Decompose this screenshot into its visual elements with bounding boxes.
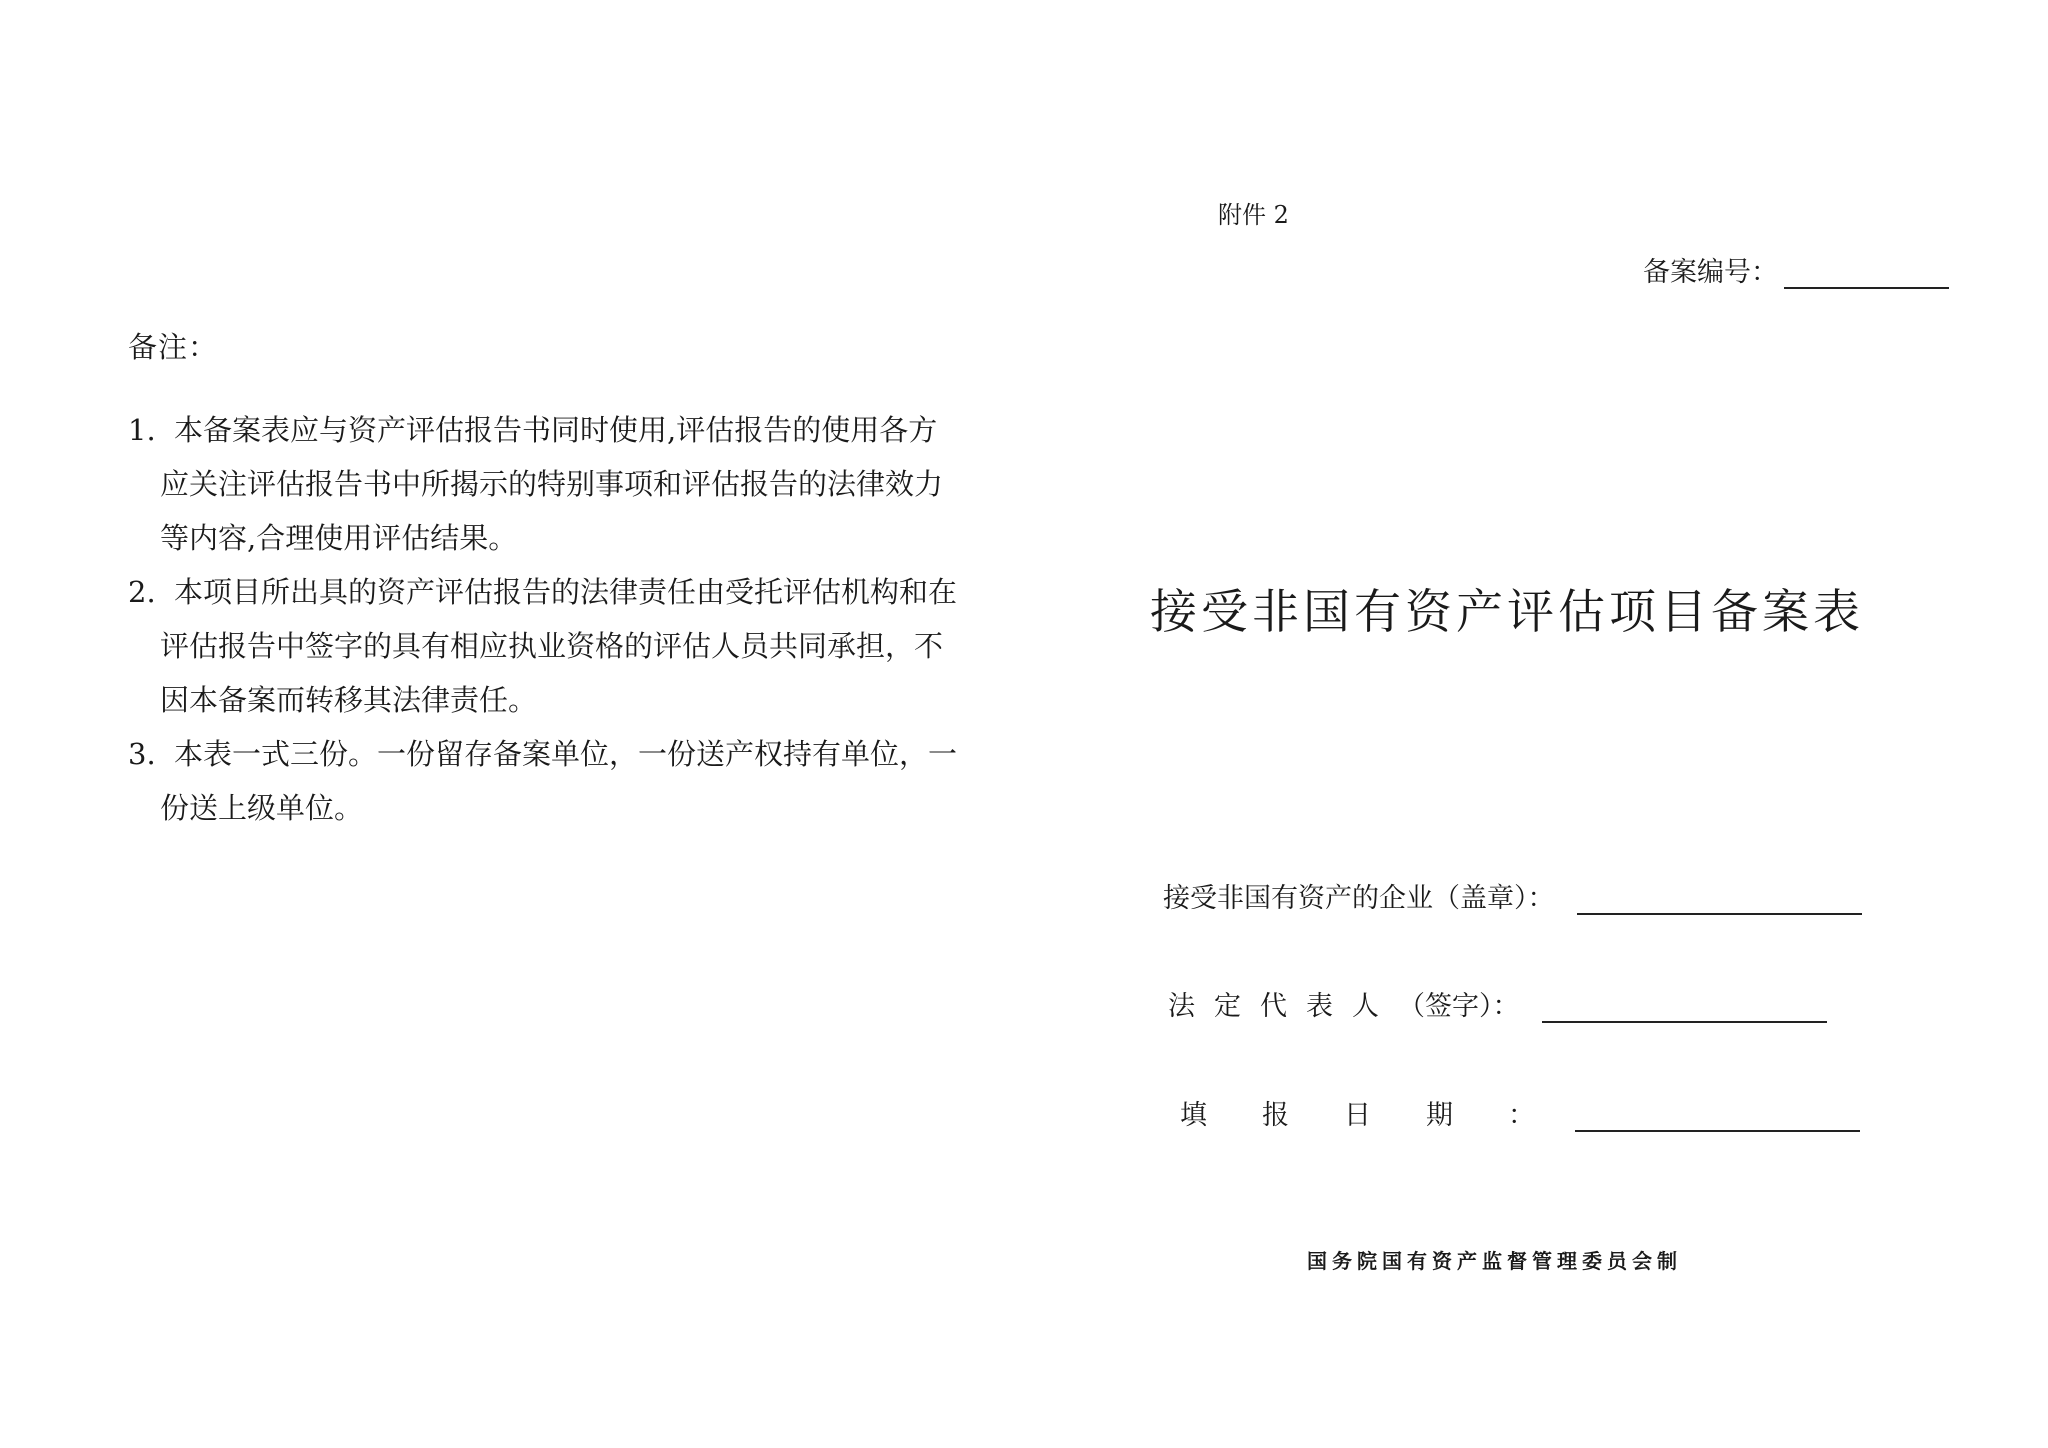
remark-text: 本备案表应与资产评估报告书同时使用,评估报告的使用各方 [174, 413, 938, 447]
attachment-label: 附件 2 [1218, 201, 1289, 229]
remark-number: 1. [128, 413, 156, 447]
remark-item [128, 403, 1028, 565]
remarks-title: 备注： [128, 330, 219, 364]
company-seal-row [1163, 876, 1862, 915]
fill-date-row [1180, 1093, 1860, 1132]
remark-text: 应关注评估报告书中所揭示的特别事项和评估报告的法律效力 [160, 467, 944, 501]
remark-text: 本表一式三份。一份留存备案单位，一份送产权持有单位，一 [174, 737, 958, 771]
form-title: 接受非国有资产评估项目备案表 [1150, 585, 1864, 640]
fill-date-label: 填报日期 [1180, 1100, 1508, 1131]
remark-text: 评估报告中签字的具有相应执业资格的评估人员共同承担，不 [160, 629, 944, 663]
remark-text: 因本备案而转移其法律责任。 [160, 683, 538, 717]
remark-item [128, 727, 1028, 835]
filing-number-field[interactable] [1784, 259, 1949, 289]
remark-item [128, 565, 1028, 727]
legal-representative-suffix: （签字）： [1398, 991, 1520, 1022]
fill-date-suffix: ： [1508, 1100, 1535, 1131]
legal-representative-row [1168, 984, 1827, 1023]
legal-representative-field[interactable] [1542, 991, 1827, 1023]
company-seal-field[interactable] [1577, 883, 1862, 915]
remark-number: 2. [128, 575, 156, 609]
issuer-footer: 国务院国有资产监督管理委员会制 [1307, 1249, 1682, 1273]
legal-representative-label: 法定代表人 [1168, 991, 1398, 1022]
remark-text: 份送上级单位。 [160, 791, 364, 825]
remark-number: 3. [128, 737, 156, 771]
remark-text: 本项目所出具的资产评估报告的法律责任由受托评估机构和在 [174, 575, 958, 609]
company-seal-label: 接受非国有资产的企业（盖章）： [1163, 883, 1555, 914]
remark-text: 等内容,合理使用评估结果。 [160, 521, 518, 555]
fill-date-field[interactable] [1575, 1100, 1860, 1132]
filing-number-row [1643, 250, 1949, 289]
filing-number-label: 备案编号： [1643, 257, 1778, 288]
